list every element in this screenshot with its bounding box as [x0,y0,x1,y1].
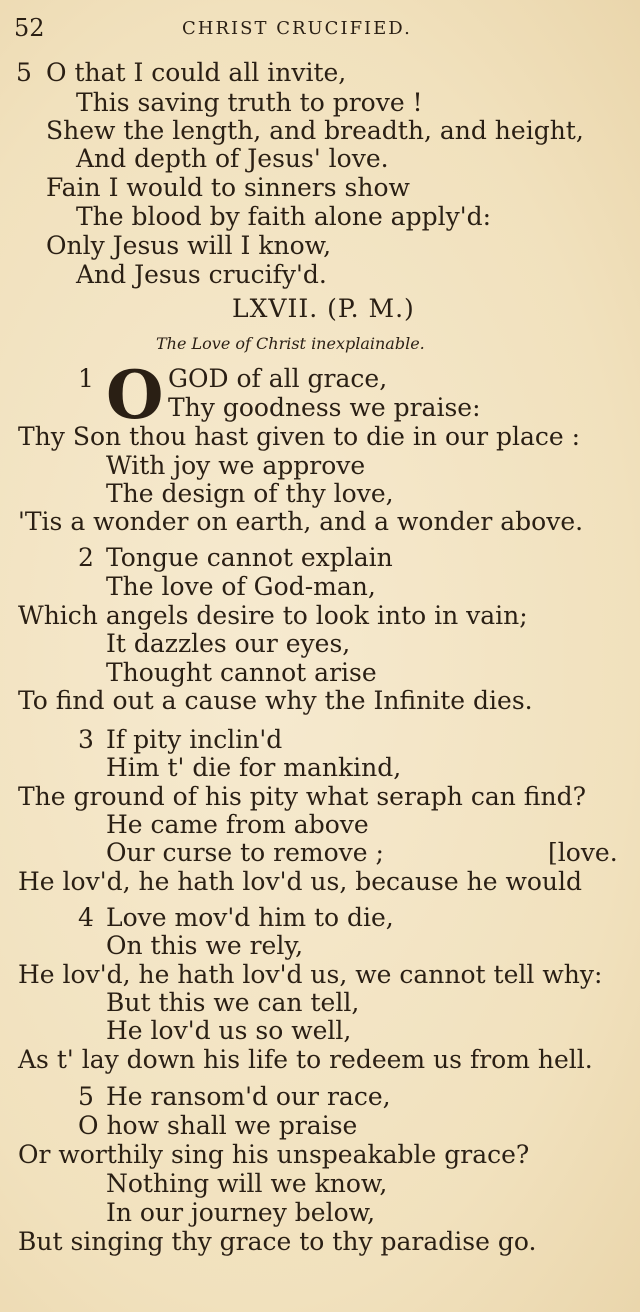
verse-line: The design of thy love, [106,479,394,508]
drop-cap: O [106,356,164,434]
verse-number: 5 [16,58,32,87]
verse-number: 3 [78,725,94,754]
verse-line: And depth of Jesus' love. [76,144,389,173]
verse-line: The ground of his pity what seraph can find? [18,782,586,811]
verse-line: Or worthily sing his unspeakable grace? [18,1140,530,1169]
verse-line: And Jesus crucify'd. [76,260,327,289]
verse-line: He lov'd, he hath lov'd us, we cannot tell why: [18,960,603,989]
verse-line: O that I could all invite, [46,58,347,87]
verse-line: Love mov'd him to die, [106,903,394,932]
verse-number: 1 [78,364,94,393]
hymn-number: LXVII. (P. M.) [232,294,415,323]
verse-line: GOD of all grace, [168,364,388,393]
verse-line: This saving truth to prove ! [76,88,423,117]
verse-line: The love of God-man, [106,572,376,601]
verse-line: But singing thy grace to thy paradise go. [18,1227,537,1256]
verse-line: Thy Son thou hast given to die in our place : [18,422,581,451]
verse-line: In our journey below, [106,1198,376,1227]
verse-line: Our curse to remove ; [106,838,384,867]
page-number: 52 [14,14,45,42]
verse-line: 'Tis a wonder on earth, and a wonder above. [18,507,584,536]
verse-line: To find out a cause why the Infinite dies. [18,686,533,715]
verse-line: Only Jesus will I know, [46,231,332,260]
verse-line: But this we can tell, [106,988,360,1017]
verse-line: Fain I would to sinners show [46,173,410,202]
verse-number: 2 [78,543,94,572]
verse-line: He lov'd, he hath lov'd us, because he would [18,867,583,896]
verse-line: He ransom'd our race, [106,1082,391,1111]
verse-line: Nothing will we know, [106,1169,388,1198]
verse-line: He lov'd us so well, [106,1016,352,1045]
verse-line: If pity inclin'd [106,725,283,754]
verse-line: On this we rely, [106,931,304,960]
verse-line: Shew the length, and breadth, and height, [46,116,584,145]
verse-line: Thought cannot arise [106,658,377,687]
verse-line: Him t' die for mankind, [106,753,402,782]
verse-line: It dazzles our eyes, [106,629,351,658]
verse-line: The blood by faith alone apply'd: [76,202,492,231]
verse-number: 4 [78,903,94,932]
verse-line: O how shall we praise [78,1111,358,1140]
verse-line: Which angels desire to look into in vain; [18,601,528,630]
hymn-subtitle: The Love of Christ inexplainable. [156,334,425,353]
verse-line: With joy we approve [106,451,366,480]
running-title: CHRIST CRUCIFIED. [182,18,412,39]
turnover-word: [love. [548,838,618,867]
verse-line: Thy goodness we praise: [168,393,481,422]
verse-line: He came from above [106,810,369,839]
verse-line: Tongue cannot explain [106,543,393,572]
verse-number: 5 [78,1082,94,1111]
verse-line: As t' lay down his life to redeem us from hell. [18,1045,593,1074]
